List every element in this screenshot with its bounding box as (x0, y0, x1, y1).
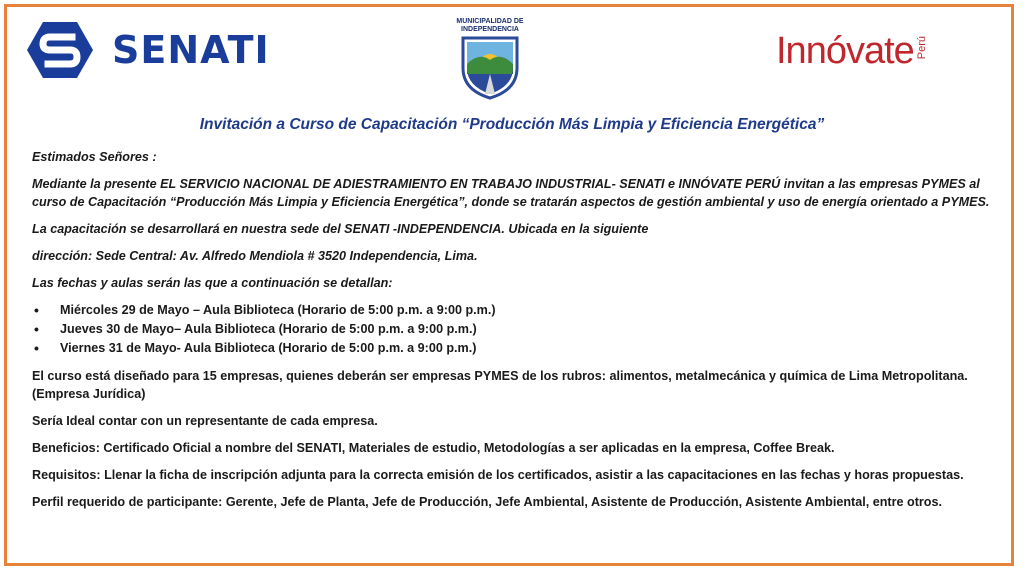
municipalidad-logo (448, 18, 532, 105)
dates-intro: Las fechas y aulas serán las que a continuación se detallan: (32, 276, 393, 290)
course-paragraph: El curso está diseñado para 15 empresas, quienes deberán ser empresas PYMES de los rubros: alimentos, metalmecánica y química de Lima Metropolitana. (Empresa Jurídica) (32, 369, 968, 401)
dates-list (32, 301, 992, 358)
address-paragraph: dirección: Sede Central: Av. Alfredo Mendiola # 3520 Independencia, Lima. (32, 249, 478, 263)
municipal-shield-icon (457, 34, 523, 100)
senati-logo (26, 20, 270, 80)
venue-paragraph: La capacitación se desarrollará en nuestra sede del SENATI -INDEPENDENCIA. Ubicada en la siguiente (32, 222, 649, 236)
intro-paragraph: Mediante la presente EL SERVICIO NACIONAL DE ADIESTRAMIENTO EN TRABAJO INDUSTRIAL- SENATI e INNÓVATE PERÚ invitan a las empresas PYMES al curso de Capacitación “Producción Más Limpia y Eficiencia Energética”, donde se tratarán aspectos de gestión ambiental y uso de energía orientado a PYMES. (32, 177, 990, 209)
invitation-title: Invitación a Curso de Capacitación “Producción Más Limpia y Eficiencia Energética” (199, 116, 825, 133)
municipalidad-label: MUNICIPALIDAD DE INDEPENDENCIA (456, 18, 524, 33)
innovate-wordmark: Innóvate (776, 30, 914, 72)
senati-hexagon-icon (26, 20, 94, 80)
requirements-paragraph: Requisitos: Llenar la ficha de inscripción adjunta para la correcta emisión de los certificados, asistir a las capacitaciones en las fechas y horas propuestas. (32, 468, 964, 482)
date-item: • Miércoles 29 de Mayo – Aula Biblioteca (Horario de 5:00 p.m. a 9:00 p.m.) (32, 301, 992, 320)
peru-label: Perú (915, 36, 928, 60)
document-body (32, 148, 992, 520)
greeting: Estimados Señores : (32, 150, 157, 164)
date-item: • Jueves 30 de Mayo– Aula Biblioteca (Horario de 5:00 p.m. a 9:00 p.m.) (32, 320, 992, 339)
ideal-paragraph: Sería Ideal contar con un representante de cada empresa. (32, 414, 378, 428)
date-item: • Viernes 31 de Mayo- Aula Biblioteca (Horario de 5:00 p.m. a 9:00 p.m.) (32, 339, 992, 358)
benefits-paragraph: Beneficios: Certificado Oficial a nombre del SENATI, Materiales de estudio, Metodologías a ser aplicadas en la empresa, Coffee Break. (32, 441, 835, 455)
profile-paragraph: Perfil requerido de participante: Gerente, Jefe de Planta, Jefe de Producción, Jefe Ambiental, Asistente de Producción, Asistente Ambiental, entre otros. (32, 495, 943, 509)
senati-wordmark: SENATI (112, 28, 270, 72)
innovate-peru-logo (776, 30, 928, 73)
